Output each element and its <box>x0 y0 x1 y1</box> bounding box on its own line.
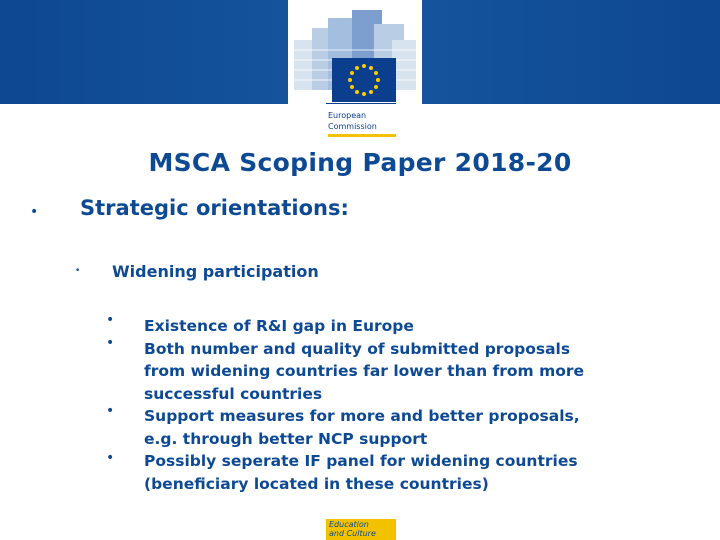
footer-label-line2: and Culture <box>329 529 376 538</box>
logo-text-line2: Commission <box>328 122 377 131</box>
list-item-line: successful countries <box>144 384 323 403</box>
logo-text-line1: European <box>328 111 367 120</box>
sub-heading: Widening participation <box>112 262 319 281</box>
list-item-line: Existence of R&I gap in Europe <box>144 317 414 335</box>
sub-bullet-icon: • <box>75 266 81 276</box>
list-item-line: (beneficiary located in these countries) <box>144 474 489 493</box>
list-item <box>144 338 704 406</box>
list-bullet-icon: • <box>106 450 115 466</box>
list-item <box>144 450 704 495</box>
footer-label-line1: Education <box>329 520 369 529</box>
slide-title: MSCA Scoping Paper 2018-20 <box>148 148 572 177</box>
footer-label <box>329 520 376 538</box>
list-item-line: from widening countries far lower than from more <box>144 362 585 380</box>
list-bullet-icon: • <box>106 403 115 419</box>
list-item-line: Possibly seperate IF panel for widening countries <box>144 452 578 470</box>
bullet-icon: • <box>30 204 39 220</box>
list-item-line: Both number and quality of submitted proposals <box>144 339 571 358</box>
list-item-line: e.g. through better NCP support <box>144 429 428 448</box>
list-item <box>144 405 704 450</box>
bullet-list <box>144 315 704 495</box>
section-heading: Strategic orientations: <box>80 196 349 220</box>
list-bullet-icon: • <box>106 312 115 328</box>
list-item <box>144 315 704 338</box>
list-item-line: Support measures for more and better proposals, <box>144 407 580 425</box>
list-bullet-icon: • <box>106 335 115 351</box>
european-commission-logo <box>288 0 422 140</box>
